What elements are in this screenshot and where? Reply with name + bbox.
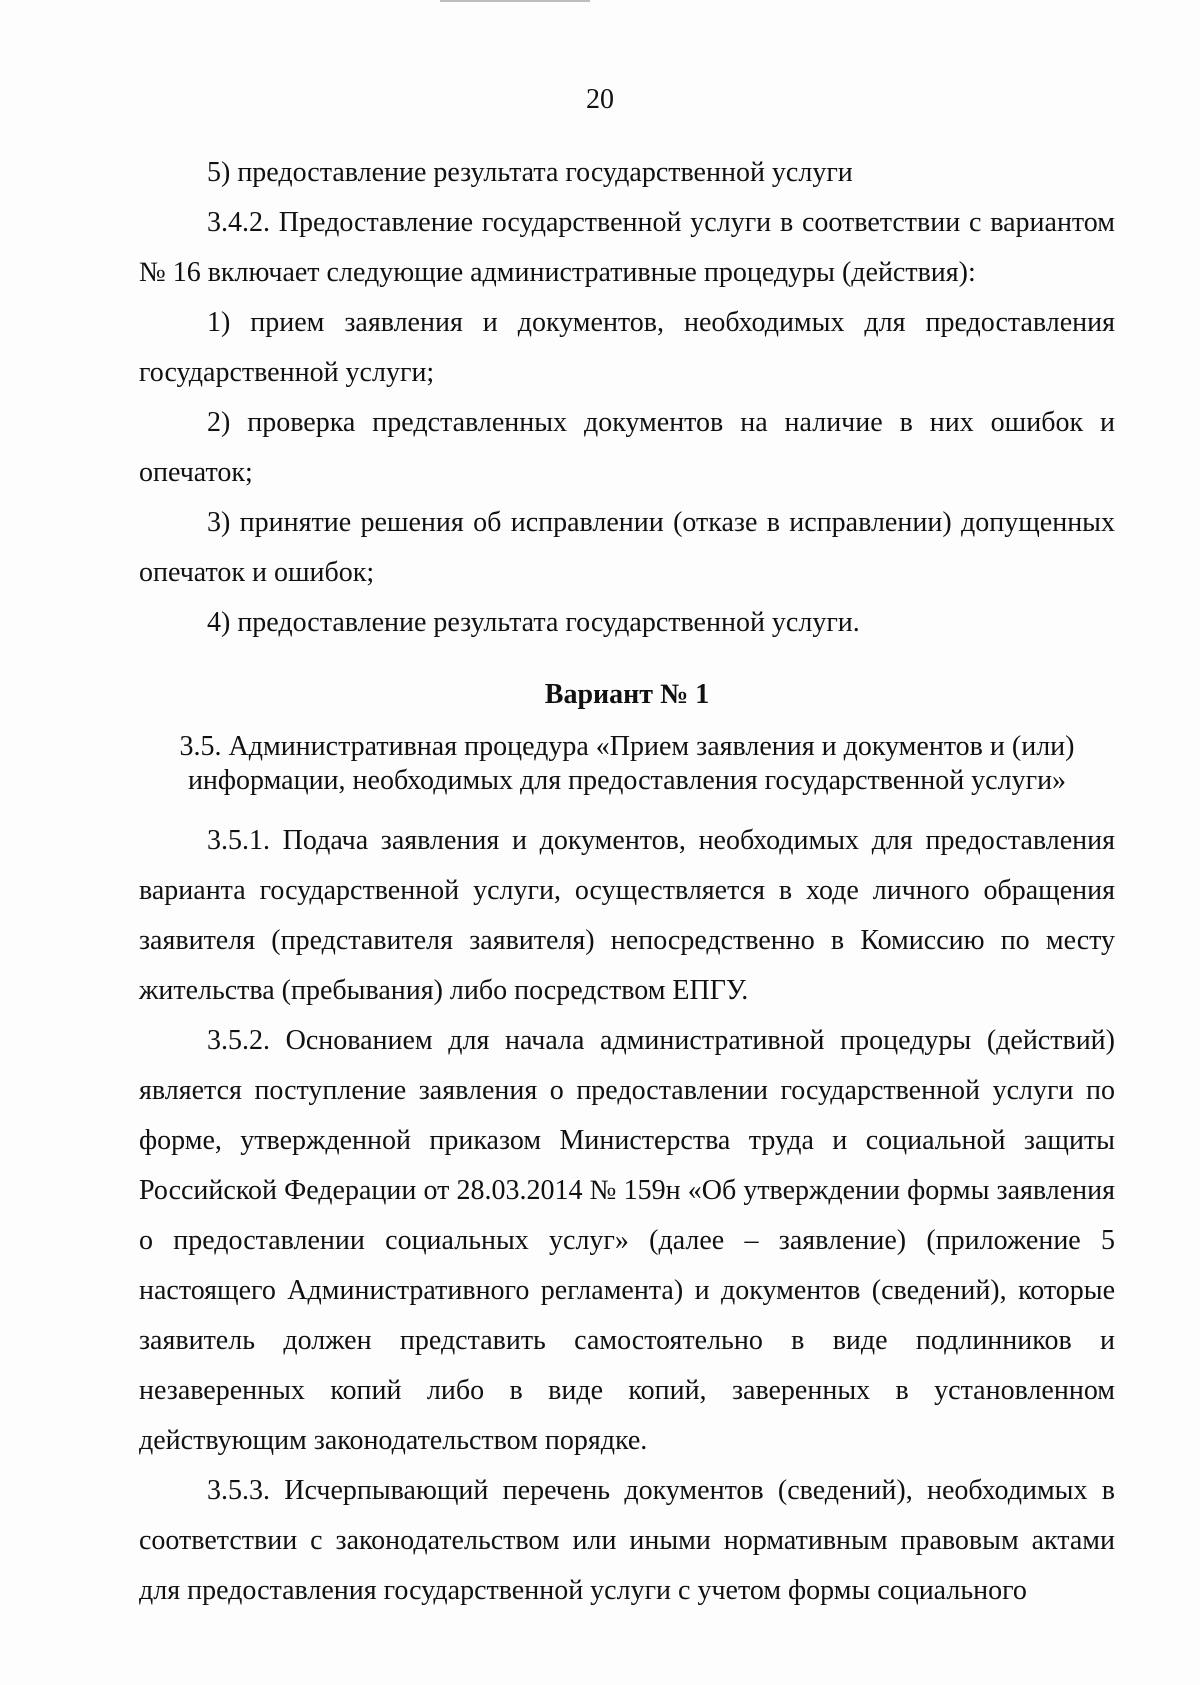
- paragraph-procedure-1: 1) прием заявления и документов, необходимых для предоставления государственной услуги;: [139, 307, 1115, 388]
- paragraph-item-5: 5) предоставление результата государственной услуги: [207, 157, 853, 188]
- scan-artifact-line: [440, 0, 590, 5]
- paragraph-3-5-2: 3.5.2. Основанием для начала административной процедуры (действий) является поступление заявления о предоставлении государственной услуги по форме, утвержденной приказом Министерства труда и социальной защиты Российской Федерации от 28.03.2014 № 159н «Об утверждении формы заявления о предоставлении социальных услуг» (далее – заявление) (приложение 5 настоящего Административного регламента) и документов (сведений), которые заявитель должен представить самостоятельно в виде подлинников и незаверенных копий либо в виде копий, заверенных в установленном действующим законодательством порядке.: [139, 1025, 1115, 1456]
- page-number: 20: [586, 84, 614, 115]
- document-body: [139, 148, 1115, 1616]
- paragraph-procedure-2: 2) проверка представленных документов на наличие в них ошибок и опечаток;: [139, 407, 1115, 488]
- paragraph-3-5-3: 3.5.3. Исчерпывающий перечень документов (сведений), необходимых в соответствии с законодательством или иными нормативным правовым актами для предоставления государственной услуги с учетом формы социального: [139, 1475, 1115, 1606]
- variant-heading: Вариант № 1: [544, 679, 710, 710]
- section-title-line-2: информации, необходимых для предоставления государственной услуги»: [187, 765, 1067, 796]
- section-title-line-1: 3.5. Административная процедура «Прием заявления и документов и (или): [179, 731, 1075, 762]
- paragraph-procedure-3: 3) принятие решения об исправлении (отказе в исправлении) допущенных опечаток и ошибок;: [139, 507, 1115, 588]
- paragraph-3-4-2: 3.4.2. Предоставление государственной услуги в соответствии с вариантом № 16 включает следующие административные процедуры (действия):: [139, 207, 1115, 288]
- paragraph-procedure-4: 4) предоставление результата государственной услуги.: [207, 607, 860, 638]
- paragraph-3-5-1: 3.5.1. Подача заявления и документов, необходимых для предоставления варианта государственной услуги, осуществляется в ходе личного обращения заявителя (представителя заявителя) непосредственно в Комиссию по месту жительства (пребывания) либо посредством ЕПГУ.: [139, 825, 1115, 1006]
- section-title-3-5: [139, 730, 1115, 798]
